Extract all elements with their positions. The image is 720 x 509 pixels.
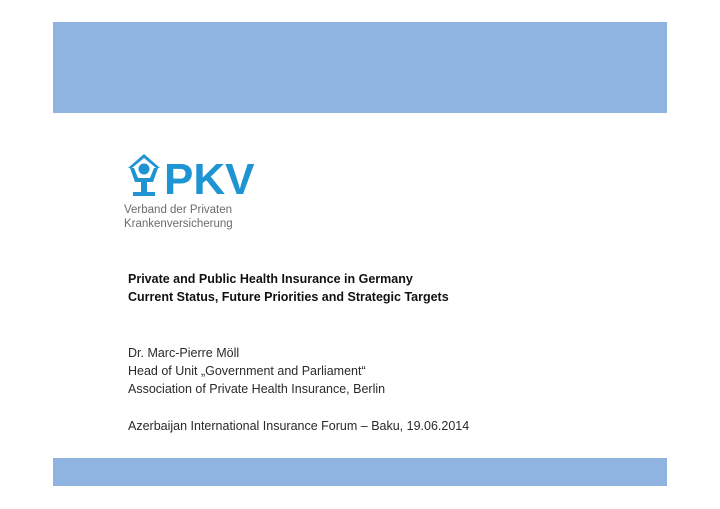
- presenter-name: Dr. Marc-Pierre Möll: [128, 346, 240, 360]
- header-band: [53, 22, 667, 113]
- presentation-title-line1: Private and Public Health Insurance in Germany: [128, 272, 413, 286]
- presentation-title-line2: Current Status, Future Priorities and Strategic Targets: [128, 290, 449, 304]
- logo-subtitle-line1: Verband der Privaten: [124, 204, 233, 216]
- logo-subtitle-line2: Krankenversicherung: [124, 218, 233, 230]
- event-line: Azerbaijan International Insurance Forum – Baku, 19.06.2014: [128, 419, 470, 433]
- footer-band: [53, 458, 667, 486]
- pkv-logo-icon: [124, 150, 264, 200]
- presenter-organization: Association of Private Health Insurance, Berlin: [128, 382, 386, 396]
- logo-wordmark: PKV: [164, 155, 255, 200]
- presenter-role: Head of Unit „Government and Parliament“: [128, 364, 366, 378]
